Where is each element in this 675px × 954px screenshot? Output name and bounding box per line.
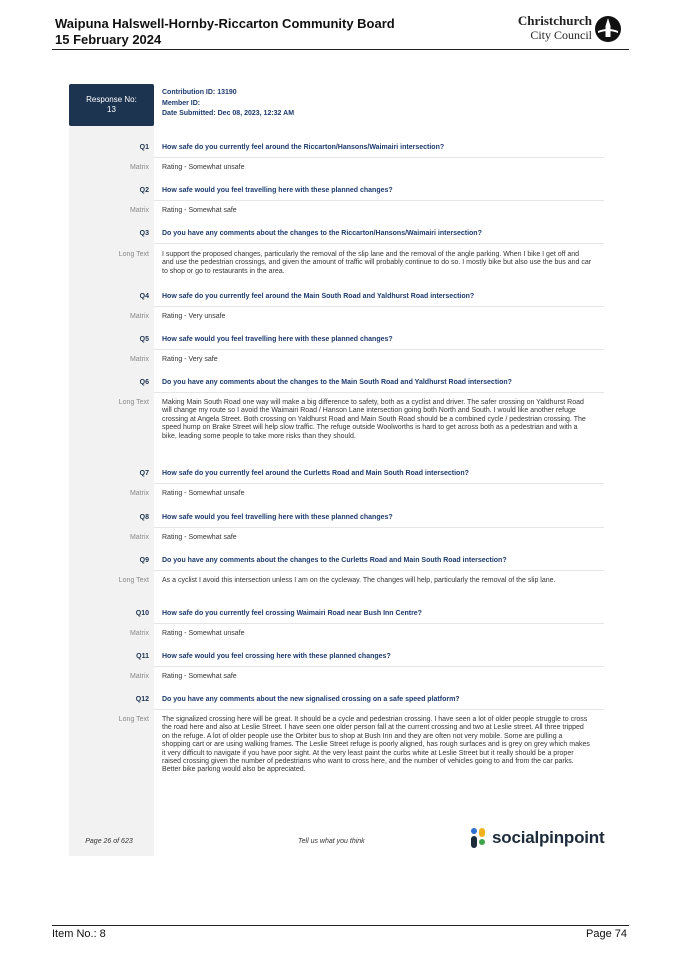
answer-text: Rating - Somewhat unsafe	[162, 490, 245, 497]
answer-type: Matrix	[129, 490, 149, 497]
question-number: Q7	[139, 470, 149, 477]
question-number: Q3	[139, 230, 149, 237]
answer-type: Matrix	[129, 313, 149, 320]
divider	[154, 349, 604, 350]
divider	[154, 666, 604, 667]
answer-text: Rating - Somewhat safe	[162, 534, 237, 541]
meeting-date: 15 February 2024	[55, 32, 162, 47]
document-header	[55, 16, 395, 48]
question-text: How safe would you feel travelling here with these planned changes?	[162, 514, 393, 521]
question-text: Do you have any comments about the changes to the Riccarton/Hansons/Waimairi intersection?	[162, 230, 482, 237]
answer-text: Rating - Somewhat unsafe	[162, 630, 245, 637]
answer-type: Long Text	[118, 399, 149, 406]
answer-type: Long Text	[118, 251, 149, 258]
divider	[154, 709, 604, 710]
page-counter: Page 26 of 623	[85, 838, 133, 845]
pinpoint-icon	[470, 827, 486, 849]
cathedral-icon	[594, 15, 622, 43]
answer-text: Rating - Very safe	[162, 356, 218, 363]
answer-type: Long Text	[118, 577, 149, 584]
question-text: Do you have any comments about the changes to the Curletts Road and Main South Road intersection?	[162, 557, 507, 564]
question-text: Do you have any comments about the new signalised crossing on a safe speed platform?	[162, 696, 460, 703]
date-label: Date Submitted:	[162, 110, 216, 117]
response-badge	[69, 84, 154, 126]
answer-text: Rating - Somewhat safe	[162, 207, 237, 214]
divider	[154, 623, 604, 624]
socialpinpoint-logo	[470, 826, 604, 850]
answer-text: The signalized crossing here will be great. It should be a cycle and pedestrian crossing. I have seen a lot of older people struggle to cross the road here and also at Leslie Street. I have seen one older person fall at the current crossing and two at Leslie street. All three tripped on the refuge. A lot of older people use the Orbiter bus to shop at Bush Inn and they are often not very mobile. Some are pulling a shopping cart or are using walking frames. The Leslie Street refuge is poorly aligned, has rough surfaces and is grey on grey which makes it very difficult to navigate if you have poor sight. At the very least paint the curbs white at Leslie Street but it really should be a proper raised crossing given the number of pedestrians who want to cross here, and the number of vehicles going to and from the car parks. Better bike parking would also be appreciated.	[162, 716, 590, 774]
answer-text: Rating - Very unsafe	[162, 313, 226, 320]
question-number: Q2	[139, 187, 149, 194]
answer-type: Matrix	[129, 356, 149, 363]
question-number: Q8	[139, 514, 149, 521]
date-value: Dec 08, 2023, 12:32 AM	[217, 110, 295, 117]
divider	[154, 527, 604, 528]
divider	[154, 483, 604, 484]
answer-type: Matrix	[129, 534, 149, 541]
question-number: Q6	[139, 379, 149, 386]
divider	[154, 200, 604, 201]
divider	[154, 392, 604, 393]
answer-type: Long Text	[118, 716, 149, 723]
council-logo	[512, 14, 624, 44]
tagline: Tell us what you think	[298, 838, 365, 845]
item-number: Item No.: 8	[52, 928, 106, 940]
question-text: How safe would you feel crossing here with these planned changes?	[162, 653, 391, 660]
badge-label: Response No:	[86, 95, 137, 104]
question-text: How safe would you feel travelling here with these planned changes?	[162, 187, 393, 194]
question-number: Q9	[139, 557, 149, 564]
divider	[154, 157, 604, 158]
footer-rule	[52, 925, 629, 926]
contribution-id: 13190	[217, 89, 237, 96]
question-text: How safe do you currently feel crossing Waimairi Road near Bush Inn Centre?	[162, 610, 422, 617]
answer-text: As a cyclist I avoid this intersection unless I am on the cycleway. The changes will help, particularly the removal of the slip lane.	[162, 577, 556, 584]
page-number: Page 74	[586, 928, 627, 940]
member-label: Member ID:	[162, 99, 201, 107]
logo-line1: Christchurch	[517, 13, 592, 28]
brand-name: socialpinpoint	[492, 828, 605, 847]
question-number: Q12	[135, 696, 149, 703]
question-text: How safe do you currently feel around the Riccarton/Hansons/Waimairi intersection?	[162, 144, 445, 151]
question-number: Q10	[135, 610, 149, 617]
question-number: Q1	[139, 144, 149, 151]
answer-type: Matrix	[129, 164, 149, 171]
question-number: Q4	[139, 293, 149, 300]
board-title: Waipuna Halswell-Hornby-Riccarton Community Board	[55, 16, 395, 31]
divider	[154, 570, 604, 571]
contribution-label: Contribution ID:	[162, 89, 216, 96]
logo-line2: City Council	[530, 28, 592, 42]
question-text: How safe do you currently feel around the Main South Road and Yaldhurst Road intersection?	[162, 293, 475, 300]
divider	[154, 243, 604, 244]
answer-text: Making Main South Road one way will make a big difference to safety, both as a cyclist and driver. The safer crossing on Yaldhurst Road will change my route so I avoid the Waimairi Road / Hanson Lane intersection going both North and South. I would like another refuge crossing at Angela Street. Both crossing on Yaldhurst Road and Main South Road should be a combined cycle / pedestrian crossing. The speed hump on Brake Street will help slow traffic. The refuge outside Woolworths is hard to get across both as a pedestrian and with a bike, leading some people to take more risks than they should.	[162, 399, 586, 440]
badge-number: 13	[107, 105, 116, 114]
response-meta	[162, 88, 294, 120]
answer-text: Rating - Somewhat unsafe	[162, 164, 245, 171]
question-text: How safe would you feel travelling here with these planned changes?	[162, 336, 393, 343]
answer-type: Matrix	[129, 207, 149, 214]
answer-type: Matrix	[129, 673, 149, 680]
question-number: Q11	[136, 653, 149, 660]
answer-type: Matrix	[129, 630, 149, 637]
question-text: Do you have any comments about the changes to the Main South Road and Yaldhurst Road intersection?	[162, 379, 512, 386]
question-text: How safe do you currently feel around the Curletts Road and Main South Road intersection?	[162, 470, 469, 477]
answer-text: I support the proposed changes, particularly the removal of the slip lane and the removal of the angle parking. When I bike I get off and and use the pedestrian crossings, and given the amount of traffic will probably continue to do so. I mostly bike but also use the bus and car to shop or go to restaurants in the area.	[162, 251, 592, 275]
question-number: Q5	[139, 336, 149, 343]
answer-text: Rating - Somewhat safe	[162, 673, 237, 680]
divider	[154, 306, 604, 307]
header-rule	[52, 49, 629, 50]
